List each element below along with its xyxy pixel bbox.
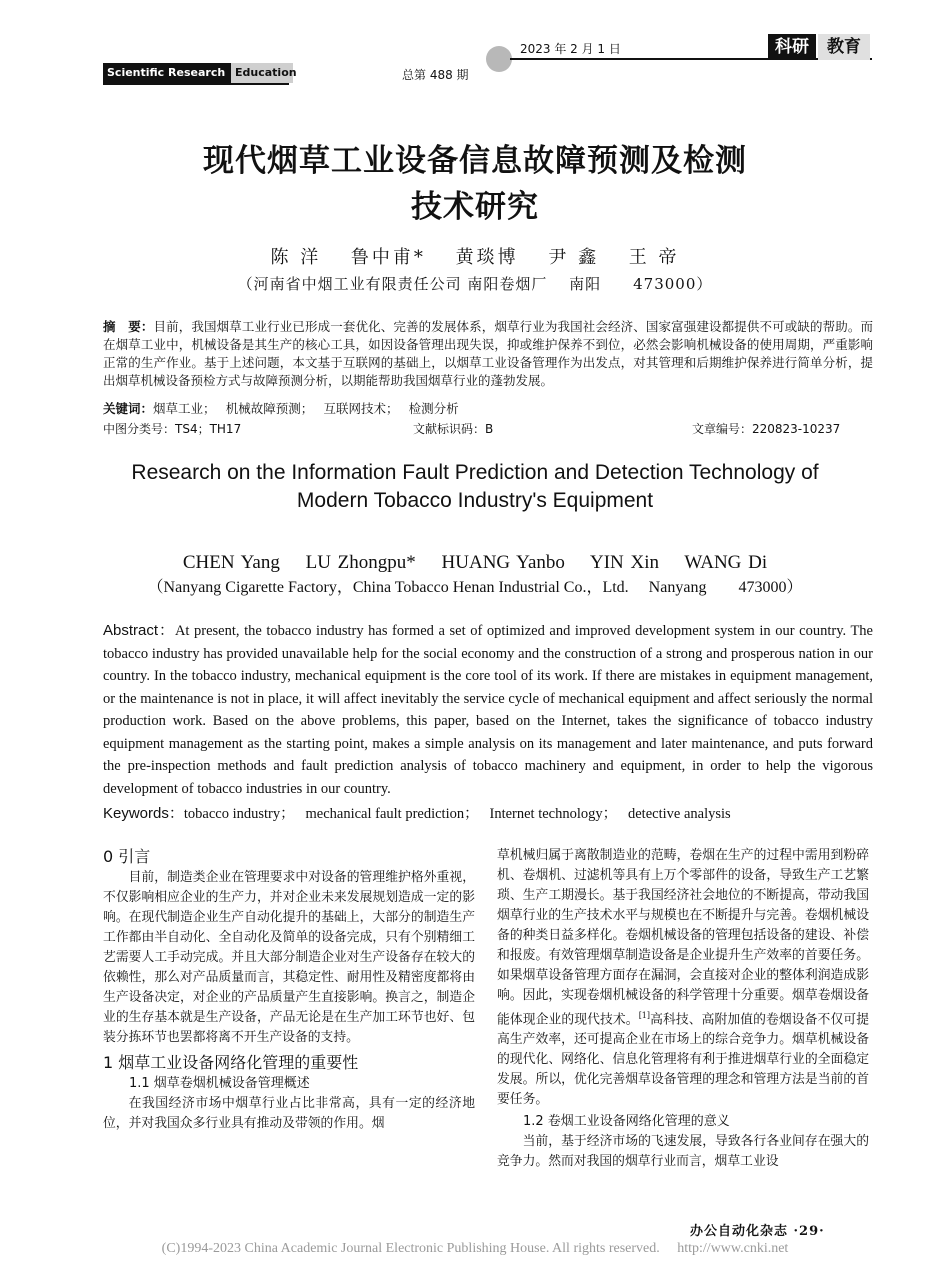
- header-rule-left: [103, 83, 289, 85]
- abstract-en: [103, 620, 873, 800]
- keywords-cn-text: 烟草工业； 机械故障预测； 互联网技术； 检测分析: [153, 401, 459, 416]
- paragraph-continued-text-2: 高科技、高附加值的卷烟设备不仅可提高生产效率，还可提高企业在市场上的综合竞争力。烟草机械设备的现代化、网络化、信息化管理将有利于推进烟草行业的全面稳定发展。所以，优化完善烟草设备管理的理念和管理方法是当前的首要任务。: [497, 1012, 870, 1108]
- title-cn-line2: 技术研究: [411, 189, 539, 225]
- paragraph-continued: [497, 846, 869, 1110]
- authors-en: CHEN Yang LU Zhongpu* HUANG Yanbo YIN Xin WANG Di: [182, 552, 768, 573]
- title-cn-line1: 现代烟草工业设备信息故障预测及检测: [203, 143, 747, 179]
- clc-number: 中图分类号：TS4；TH17: [103, 422, 242, 436]
- abstract-cn-text: 目前，我国烟草工业行业已形成一套优化、完善的发展体系，烟草行业为我国社会经济、国家富强建设都提供不可或缺的帮助。而在烟草工业中，机械设备是其生产的核心工具，如因设备管理出现失误，抑或维护保养不到位，必然会影响机械设备的使用周期，严重影响正常的生产作业。基于上述问题，本文基于互联网的基础上，以烟草工业设备管理作为出发点，对其管理和后期维护保养进行简单分析，提出烟草机械设备预检方式与故障预测分析，以期能帮助我国烟草行业的蓬勃发展。: [103, 319, 873, 388]
- abstract-cn: [103, 318, 873, 390]
- issue-date: 2023 年 2 月 1 日: [520, 42, 621, 56]
- paragraph-1-1: 在我国经济市场中烟草行业占比非常高，具有一定的经济地位，并对我国众多行业具有推动及带领的作用。烟: [103, 1096, 475, 1131]
- journal-name-en-part2: Education: [231, 63, 293, 83]
- body-column-left: [103, 846, 475, 1134]
- authors-cn: 陈 洋 鲁中甫* 黄琰博 尹 鑫 王 帝: [270, 247, 680, 268]
- paragraph-continued-text: 草机械归属于离散制造业的范畴，卷烟在生产的过程中需用到粉碎机、卷烟机、过滤机等具有上万个零部件的设备，导致生产工艺繁琐、生产工期漫长。基于我国经济社会地位的不断提高，带动我国烟草行业的生产技术水平与规模也在不断提升与完善。卷烟机械设备的种类日益多样化。卷烟机械设备的管理包括设备的建设、补偿和报废。有效管理烟草制造设备是企业提升生产效率的首要任务。如果烟草设备管理方面存在漏洞，会直接对企业的整体利润造成影响。因此，实现卷烟机械设备的科学管理十分重要。烟草卷烟设备能体现企业的现代技术。: [497, 848, 869, 1028]
- page-footer: 办公自动化杂志 ·29·: [690, 1224, 825, 1239]
- body-column-right: [497, 846, 869, 1172]
- title-en-line1: Research on the Information Fault Prediction and Detection Technology of: [131, 461, 819, 484]
- article-number: 文章编号：220823-10237: [692, 422, 841, 436]
- issue-number: 总第 488 期: [402, 68, 469, 82]
- keywords-en: [103, 802, 873, 823]
- keywords-en-label: Keywords：: [103, 805, 184, 822]
- abstract-en-label: Abstract：: [103, 622, 175, 639]
- journal-logo-part2: 教育: [818, 34, 870, 60]
- paragraph-intro: 目前，制造类企业在管理要求中对设备的管理维护格外重视，不仅影响相应企业的生产力，并对企业未来发展规划造成一定的影响。在现代制造企业生产自动化提升的基础上，大部分的制造生产工作都由半自动化、全自动化及简单的设备完成，只有个别精细工艺需要人工手动完成。并且大部分制造企业对生产设备存在较大的依赖性，那么对产品质量而言，其稳定性、耐用性及精密度都将由生产设备决定，对企业的产品质量产生直接影响。换言之，制造企业的生存基本就是生产设备，产品无论是在生产加工环节也好、包装分拣环节也罢都将离不开生产设备的支持。: [103, 870, 475, 1045]
- citation-ref: [1]: [638, 1011, 651, 1020]
- journal-name-en-part1: Scientific Research: [103, 63, 231, 83]
- section-heading-1: 1 烟草工业设备网络化管理的重要性: [103, 1053, 359, 1072]
- document-code: 文献标识码：B: [413, 422, 494, 436]
- title-en-line2: Modern Tobacco Industry's Equipment: [296, 489, 654, 512]
- subsection-heading-1-2: 1.2 卷烟工业设备网络化管理的意义: [523, 1114, 730, 1130]
- copyright-notice: (C)1994-2023 China Academic Journal Electronic Publishing House. All rights reserved. http://www.cnki.net: [161, 1241, 789, 1256]
- abstract-cn-label: 摘 要：: [103, 319, 154, 334]
- paragraph-1-2: 当前，基于经济市场的飞速发展，导致各行各业间存在强大的竞争力。然而对我国的烟草行业而言，烟草工业设: [497, 1134, 869, 1170]
- keywords-en-text: tobacco industry； mechanical fault prediction； Internet technology； detective analysis: [183, 806, 731, 822]
- abstract-en-text: At present, the tobacco industry has formed a set of optimized and improved development system in our country. The tobacco industry has provided unavailable help for the social economy and the construction of a strong and prosperous nation in our country. In the tobacco industry, mechanical equipment is the core tool of its work. If there are mistakes in equipment management, or the maintenance is not in place, it will affect inevitably the service cycle of mechanical equipment and affect seriously the normal production work. Based on the above problems, this paper, based on the Internet, takes the significance of tobacco industry equipment management as the starting point, makes a simple analysis on its management and later maintenance, and puts forward the pre-inspection methods and fault prediction analysis of tobacco machinery and equipment, in order to help the vigorous development of tobacco industries in our country.: [103, 623, 873, 797]
- affiliation-cn: （河南省中烟工业有限责任公司 南阳卷烟厂 南阳 473000）: [237, 275, 713, 293]
- journal-logo-part1: 科研: [768, 34, 816, 60]
- keywords-cn: [103, 400, 873, 418]
- keywords-cn-label: 关键词：: [103, 401, 154, 416]
- affiliation-en: （Nanyang Cigarette Factory，China Tobacco Henan Industrial Co.，Ltd. Nanyang 473000）: [147, 579, 803, 596]
- section-heading-intro: 0 引言: [103, 847, 151, 866]
- header-circle-ornament: [486, 46, 512, 72]
- subsection-heading-1-1: 1.1 烟草卷烟机械设备管理概述: [129, 1076, 310, 1091]
